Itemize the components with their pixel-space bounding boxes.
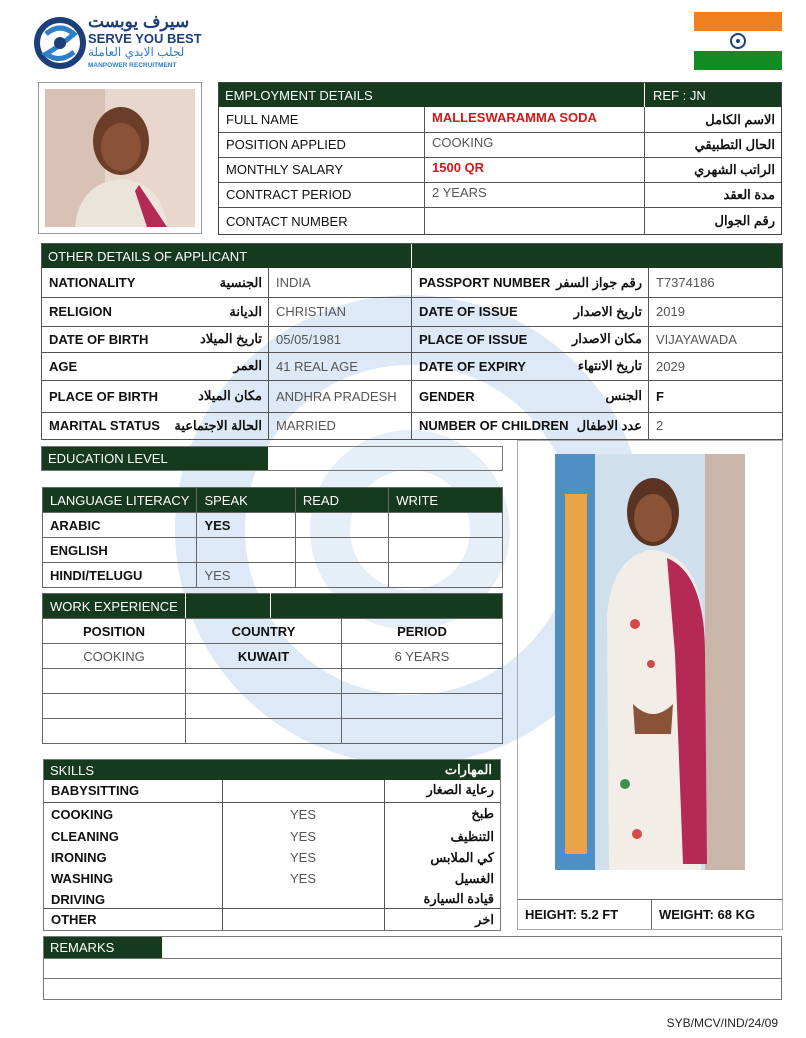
employment-title: EMPLOYMENT DETAILS — [219, 83, 644, 107]
language-speak: YES — [197, 563, 295, 588]
table-row — [43, 563, 503, 588]
education-value — [269, 447, 502, 470]
work-position — [43, 694, 186, 719]
skill-arabic: قيادة السيارة — [423, 891, 494, 906]
full-name-value: MALLESWARAMMA SODA — [432, 109, 597, 125]
marital-status-value: MARRIED — [276, 418, 336, 433]
language-name: HINDI/TELUGU — [43, 563, 197, 588]
language-header: LANGUAGE LITERACY — [43, 488, 197, 513]
religion-arabic: الديانة — [229, 303, 262, 319]
monthly-salary-arabic: الراتب الشهري — [694, 161, 775, 177]
contact-number-value — [425, 207, 644, 235]
gender-value: F — [656, 388, 664, 404]
skill-value: YES — [289, 806, 316, 822]
language-speak: YES — [197, 513, 295, 538]
work-position — [43, 669, 186, 694]
position-applied-value: COOKING — [432, 134, 494, 150]
date-of-issue-arabic: تاريخ الاصدار — [573, 303, 642, 319]
skill-label: COOKING — [51, 806, 114, 822]
contract-period-arabic: مدة العقد — [723, 186, 775, 202]
date-of-expiry-value: 2029 — [656, 358, 685, 374]
skill-value — [222, 889, 384, 909]
skill-label: WASHING — [51, 871, 114, 886]
gender-arabic: الجنس — [605, 388, 642, 403]
table-row — [43, 669, 503, 694]
language-read — [295, 538, 388, 563]
full-name-label: FULL NAME — [226, 112, 299, 127]
full-name-arabic: الاسم الكامل — [705, 111, 775, 127]
skills-title: SKILLS — [50, 762, 95, 778]
place-of-birth-label: PLACE OF BIRTH — [49, 388, 159, 404]
number-of-children-arabic: عدد الاطفال — [576, 417, 642, 433]
marital-status-arabic: الحالة الاجتماعية — [174, 417, 262, 433]
age-value: 41 REAL AGE — [276, 358, 358, 374]
monthly-salary-value: 1500 QR — [432, 159, 485, 175]
applicant-photo-full — [517, 440, 783, 930]
work-header-spacer — [186, 594, 271, 619]
marital-status-label: MARITAL STATUS — [49, 418, 160, 433]
work-experience-table — [42, 593, 503, 744]
nationality-arabic: الجنسية — [219, 274, 262, 290]
contact-number-arabic: رقم الجوال — [714, 213, 775, 228]
logo-arabic: سيرف يوبست — [88, 12, 190, 31]
language-read — [295, 563, 388, 588]
language-name: ENGLISH — [43, 538, 197, 563]
work-period: 6 YEARS — [342, 644, 503, 669]
nationality-value: INDIA — [276, 275, 311, 290]
date-of-birth-arabic: تاريخ الميلاد — [199, 331, 262, 346]
skill-arabic: رعاية الصغار — [426, 782, 494, 797]
speak-header: SPEAK — [197, 488, 295, 513]
work-country — [186, 694, 342, 719]
skills-header — [44, 760, 500, 780]
skill-arabic: التنظيف — [450, 828, 494, 844]
place-of-birth-arabic: مكان الميلاد — [198, 388, 262, 403]
skill-label: CLEANING — [51, 829, 119, 844]
employment-details — [218, 82, 782, 235]
skill-label: IRONING — [51, 850, 107, 865]
remarks-title: REMARKS — [44, 937, 162, 958]
language-write — [389, 563, 503, 588]
religion-label: RELIGION — [49, 304, 112, 319]
passport-number-arabic: رقم جواز السفر — [556, 274, 642, 290]
table-row — [43, 719, 503, 744]
other-details-title-right — [411, 244, 782, 268]
table-row — [43, 538, 503, 563]
position-applied-arabic: الحال التطبيقي — [694, 136, 775, 152]
ref-label: REF : JN — [644, 83, 781, 107]
passport-number-value: T7374186 — [656, 275, 715, 290]
religion-value: CHRISTIAN — [276, 304, 347, 319]
position-header: POSITION — [43, 619, 186, 644]
company-logo — [34, 14, 204, 74]
contact-number-label: CONTACT NUMBER — [226, 213, 348, 229]
work-period — [342, 719, 503, 744]
other-details-title: OTHER DETAILS OF APPLICANT — [42, 244, 411, 268]
document-code: SYB/MCV/IND/24/09 — [666, 1016, 778, 1030]
write-header: WRITE — [389, 488, 503, 513]
work-period — [342, 694, 503, 719]
logo-name: SERVE YOU BEST — [88, 31, 202, 46]
language-table — [42, 487, 503, 588]
skill-label: OTHER — [51, 912, 97, 927]
contract-period-value: 2 YEARS — [432, 184, 487, 200]
skill-value: YES — [289, 871, 316, 886]
skill-value: YES — [289, 850, 316, 865]
education-title: EDUCATION LEVEL — [42, 447, 268, 470]
country-header: COUNTRY — [186, 619, 342, 644]
place-of-issue-label: PLACE OF ISSUE — [419, 331, 528, 347]
skill-value — [222, 779, 384, 801]
table-row — [43, 694, 503, 719]
nationality-label: NATIONALITY — [49, 275, 136, 290]
position-applied-label: POSITION APPLIED — [226, 137, 346, 152]
place-of-issue-arabic: مكان الاصدار — [571, 331, 642, 346]
work-header-spacer — [271, 594, 503, 619]
period-header: PERIOD — [342, 619, 503, 644]
skill-label: BABYSITTING — [51, 782, 140, 798]
india-flag-icon — [694, 12, 782, 70]
number-of-children-value: 2 — [656, 418, 664, 433]
age-arabic: العمر — [233, 358, 262, 373]
age-label: AGE — [49, 358, 78, 374]
logo-emblem-icon — [34, 14, 86, 72]
skill-label: DRIVING — [51, 891, 106, 907]
date-of-issue-value: 2019 — [656, 304, 685, 319]
date-of-issue-label: DATE OF ISSUE — [419, 304, 518, 319]
table-row — [43, 513, 503, 538]
skill-arabic: اخر — [475, 911, 494, 927]
date-of-birth-value: 05/05/1981 — [276, 331, 342, 347]
work-experience-title: WORK EXPERIENCE — [43, 594, 186, 619]
language-read — [295, 513, 388, 538]
language-write — [389, 513, 503, 538]
logo-sub: MANPOWER RECRUITMENT — [88, 62, 177, 69]
table-row — [43, 644, 503, 669]
gender-label: GENDER — [419, 388, 475, 404]
work-country — [186, 719, 342, 744]
monthly-salary-label: MONTHLY SALARY — [226, 162, 344, 177]
language-speak — [197, 538, 295, 563]
work-country: KUWAIT — [186, 644, 342, 669]
weight-value: WEIGHT: 68 KG — [659, 907, 756, 922]
language-write — [389, 538, 503, 563]
date-of-birth-label: DATE OF BIRTH — [49, 331, 149, 347]
date-of-expiry-label: DATE OF EXPIRY — [419, 358, 526, 374]
other-details — [41, 243, 783, 440]
education-level — [41, 446, 503, 471]
read-header: READ — [295, 488, 388, 513]
contract-period-label: CONTRACT PERIOD — [226, 187, 352, 202]
skill-value — [222, 909, 384, 930]
work-period — [342, 669, 503, 694]
skills-title-arabic: المهارات — [444, 762, 492, 777]
height-value: HEIGHT: 5.2 FT — [525, 907, 619, 922]
passport-number-label: PASSPORT NUMBER — [419, 275, 551, 290]
work-position — [43, 719, 186, 744]
work-position: COOKING — [43, 644, 186, 669]
skill-arabic: الغسيل — [454, 870, 494, 886]
date-of-expiry-arabic: تاريخ الانتهاء — [577, 358, 642, 373]
number-of-children-label: NUMBER OF CHILDREN — [419, 418, 569, 433]
language-name: ARABIC — [43, 513, 197, 538]
place-of-birth-value: ANDHRA PRADESH — [276, 388, 397, 404]
skill-value: YES — [289, 829, 316, 844]
applicant-photo-small — [38, 82, 202, 234]
logo-sub-arabic: لجلب الايدي العاملة — [88, 45, 185, 59]
skill-arabic: طبخ — [471, 806, 494, 821]
work-country — [186, 669, 342, 694]
place-of-issue-value: VIJAYAWADA — [656, 331, 737, 347]
skill-arabic: كي الملابس — [430, 849, 494, 865]
remarks-section — [43, 936, 782, 1000]
